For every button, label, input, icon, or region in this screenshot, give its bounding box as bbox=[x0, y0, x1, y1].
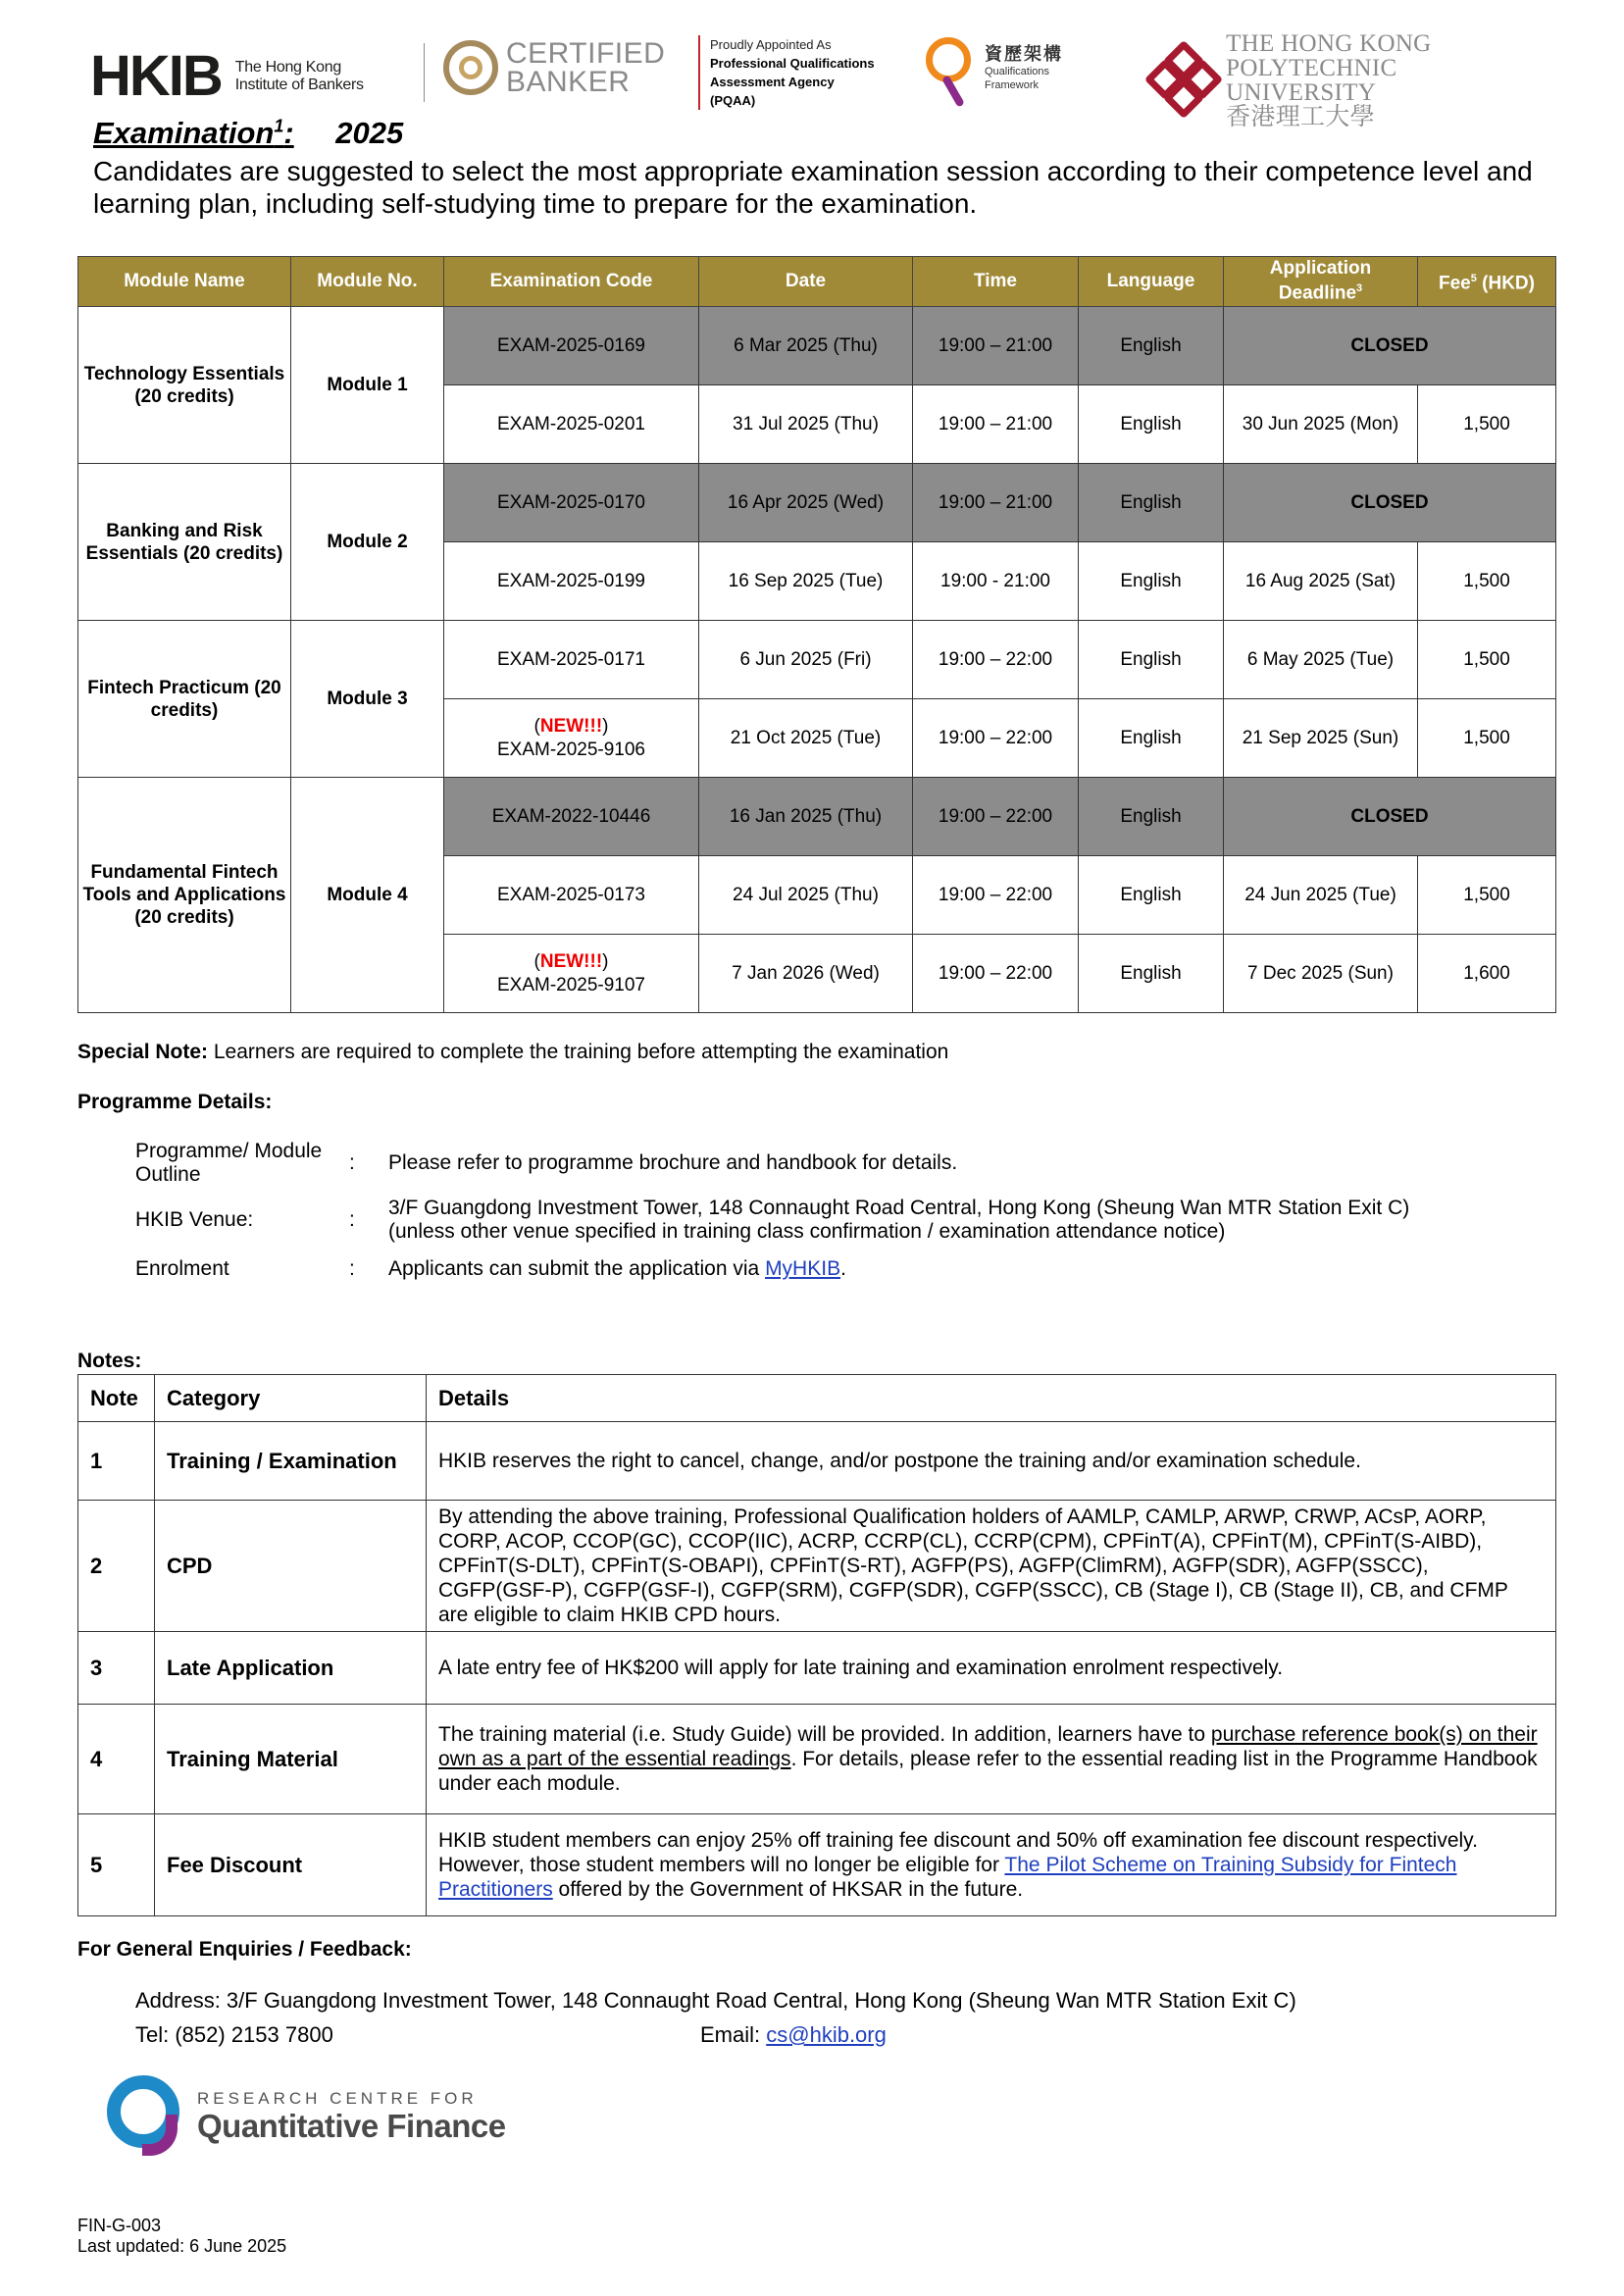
note-category: Late Application bbox=[155, 1632, 427, 1705]
closed-badge: CLOSED bbox=[1224, 464, 1556, 542]
note-details-post: offered by the Government of HKSAR in the future. bbox=[552, 1878, 1024, 1901]
exam-time: 19:00 – 21:00 bbox=[913, 464, 1079, 542]
exam-code: EXAM-2025-0170 bbox=[444, 464, 699, 542]
colon: : bbox=[349, 1208, 355, 1231]
exam-fee: 1,500 bbox=[1418, 699, 1556, 778]
certified-banker-icon bbox=[443, 40, 498, 95]
exam-code-new: (NEW!!!) EXAM-2025-9106 bbox=[444, 699, 699, 778]
page-title bbox=[93, 116, 403, 151]
logo-bar bbox=[90, 29, 1542, 130]
pilot-scheme-link[interactable]: The Pilot Scheme on Training Subsidy for Fintech Practitioners bbox=[438, 1854, 1457, 1901]
qf-zh: 資歷架構 bbox=[985, 44, 1063, 64]
module-name: Banking and Risk Essentials (20 credits) bbox=[78, 464, 291, 621]
module-name: Technology Essentials (20 credits) bbox=[78, 307, 291, 464]
note-no: 5 bbox=[78, 1814, 155, 1916]
hkib-mark: HKIB bbox=[90, 44, 222, 108]
note-details-underlined: purchase reference book(s) on their own as a part of the essential readings bbox=[438, 1723, 1538, 1770]
exam-time: 19:00 – 22:00 bbox=[913, 935, 1079, 1013]
fee-label: Fee bbox=[1439, 273, 1471, 294]
enrolment-text: Applicants can submit the application via bbox=[388, 1257, 766, 1280]
exam-code: EXAM-2025-0201 bbox=[444, 385, 699, 464]
footer bbox=[77, 2216, 286, 2257]
rcqf-logo bbox=[103, 2071, 506, 2162]
exam-language: English bbox=[1079, 621, 1224, 699]
outline-label-2: Outline bbox=[135, 1163, 201, 1186]
special-note-text: Learners are required to complete the training before attempting the examination bbox=[208, 1041, 949, 1063]
module-no: Module 2 bbox=[291, 464, 444, 621]
exam-language: English bbox=[1079, 464, 1224, 542]
exam-time: 19:00 – 22:00 bbox=[913, 778, 1079, 856]
exam-language: English bbox=[1079, 935, 1224, 1013]
exam-language: English bbox=[1079, 385, 1224, 464]
rcqf-line1: RESEARCH CENTRE FOR bbox=[197, 2089, 478, 2108]
col-details: Details bbox=[427, 1375, 1556, 1422]
note-details: HKIB reserves the right to cancel, change, and/or postpone the training and/or examination schedule. bbox=[427, 1422, 1556, 1501]
col-deadline bbox=[1224, 257, 1418, 307]
exam-fee: 1,600 bbox=[1418, 935, 1556, 1013]
note-no: 4 bbox=[78, 1705, 155, 1814]
note-category: Training Material bbox=[155, 1705, 427, 1814]
exam-deadline: 7 Dec 2025 (Sun) bbox=[1224, 935, 1418, 1013]
qf-line2: Framework bbox=[985, 79, 1040, 91]
cb-line2: BANKER bbox=[506, 66, 631, 98]
note-details-pre: HKIB student members can enjoy 25% off training fee discount and 50% off examination fee discount respectively. However, those student members will no longer be eligible for bbox=[438, 1829, 1478, 1876]
hkib-name bbox=[235, 59, 364, 94]
exam-date: 31 Jul 2025 (Thu) bbox=[699, 385, 913, 464]
fee-sup: 5 bbox=[1470, 273, 1477, 285]
exam-schedule-table bbox=[77, 256, 1556, 1013]
exam-deadline: 6 May 2025 (Tue) bbox=[1224, 621, 1418, 699]
rcqf-icon bbox=[103, 2071, 189, 2162]
new-tag: NEW!!! bbox=[539, 715, 603, 737]
exam-time: 19:00 – 21:00 bbox=[913, 385, 1079, 464]
outline-label bbox=[135, 1140, 351, 1187]
outline-value: Please refer to programme brochure and handbook for details. bbox=[388, 1151, 958, 1174]
enquiries-heading: For General Enquiries / Feedback: bbox=[77, 1938, 412, 1961]
note-no: 1 bbox=[78, 1422, 155, 1501]
exam-code: EXAM-2025-0199 bbox=[444, 542, 699, 621]
col-date: Date bbox=[699, 257, 913, 307]
exam-deadline: 24 Jun 2025 (Tue) bbox=[1224, 856, 1418, 935]
exam-language: English bbox=[1079, 542, 1224, 621]
notes-header-row bbox=[78, 1375, 1556, 1422]
special-note bbox=[77, 1041, 948, 1064]
table-row bbox=[78, 778, 1556, 856]
email-label: Email: bbox=[700, 2022, 767, 2047]
enquiries-address: Address: 3/F Guangdong Investment Tower, 148 Connaught Road Central, Hong Kong (Sheung Wan MTR Station Exit C) bbox=[135, 1988, 1296, 2013]
note-no: 2 bbox=[78, 1501, 155, 1632]
exam-date: 7 Jan 2026 (Wed) bbox=[699, 935, 913, 1013]
polyu-line2: POLYTECHNIC UNIVERSITY bbox=[1226, 55, 1397, 106]
footer-code: FIN-G-003 bbox=[77, 2216, 162, 2235]
qf-text bbox=[985, 35, 1063, 92]
footer-updated: Last updated: 6 June 2025 bbox=[77, 2236, 287, 2256]
enrolment-label: Enrolment bbox=[135, 1257, 229, 1280]
exam-code: EXAM-2025-9106 bbox=[496, 739, 646, 760]
note-no: 3 bbox=[78, 1632, 155, 1705]
exam-code: EXAM-2025-0169 bbox=[444, 307, 699, 385]
exam-time: 19:00 – 22:00 bbox=[913, 621, 1079, 699]
exam-date: 16 Jan 2025 (Thu) bbox=[699, 778, 913, 856]
pqaa-line2: Professional Qualifications bbox=[710, 56, 875, 71]
table-row bbox=[78, 621, 1556, 699]
col-module-name: Module Name bbox=[78, 257, 291, 307]
venue-value bbox=[388, 1197, 1565, 1244]
col-category: Category bbox=[155, 1375, 427, 1422]
module-name: Fintech Practicum (20 credits) bbox=[78, 621, 291, 778]
exam-date: 16 Apr 2025 (Wed) bbox=[699, 464, 913, 542]
enquiries-email bbox=[700, 2022, 887, 2048]
exam-time: 19:00 – 22:00 bbox=[913, 699, 1079, 778]
col-module-no: Module No. bbox=[291, 257, 444, 307]
note-category: CPD bbox=[155, 1501, 427, 1632]
note-details-post: . For details, please refer to the essential reading list in the Programme Handbook under each module. bbox=[438, 1748, 1538, 1795]
exam-code: EXAM-2025-0171 bbox=[444, 621, 699, 699]
note-category: Training / Examination bbox=[155, 1422, 427, 1501]
note-details-pre: The training material (i.e. Study Guide) will be provided. In addition, learners have to bbox=[438, 1723, 1211, 1746]
exam-fee: 1,500 bbox=[1418, 621, 1556, 699]
pqaa-line1: Proudly Appointed As bbox=[710, 37, 832, 52]
title-label: Examination bbox=[93, 116, 275, 150]
outline-label-1: Programme/ Module bbox=[135, 1140, 323, 1162]
polyu-logo bbox=[1144, 31, 1542, 129]
rcqf-line2: Quantitative Finance bbox=[197, 2108, 506, 2144]
enquiries-tel: Tel: (852) 2153 7800 bbox=[135, 2022, 333, 2047]
venue-value-2: (unless other venue specified in training class confirmation / examination attendance notice) bbox=[388, 1220, 1226, 1243]
table-header-row bbox=[78, 257, 1556, 307]
pqaa-line3: Assessment Agency bbox=[710, 75, 835, 89]
col-time: Time bbox=[913, 257, 1079, 307]
module-no: Module 3 bbox=[291, 621, 444, 778]
module-name: Fundamental Fintech Tools and Applications (20 credits) bbox=[78, 778, 291, 1013]
exam-deadline: 30 Jun 2025 (Mon) bbox=[1224, 385, 1418, 464]
intro-text: Candidates are suggested to select the most appropriate examination session according to their competence level and learning plan, including self-studying time to prepare for the examination. bbox=[93, 156, 1533, 219]
colon: : bbox=[349, 1257, 355, 1280]
email-link[interactable]: cs@hkib.org bbox=[766, 2022, 887, 2047]
venue-label: HKIB Venue: bbox=[135, 1208, 254, 1231]
polyu-line3: 香港理工大學 bbox=[1226, 104, 1375, 130]
exam-code-new: (NEW!!!) EXAM-2025-9107 bbox=[444, 935, 699, 1013]
col-language: Language bbox=[1079, 257, 1224, 307]
colon: : bbox=[349, 1151, 355, 1174]
polyu-text bbox=[1226, 31, 1542, 129]
module-no: Module 1 bbox=[291, 307, 444, 464]
exam-date: 24 Jul 2025 (Thu) bbox=[699, 856, 913, 935]
note-details bbox=[427, 1814, 1556, 1916]
exam-date: 21 Oct 2025 (Tue) bbox=[699, 699, 913, 778]
exam-language: English bbox=[1079, 778, 1224, 856]
certified-banker-logo bbox=[443, 39, 665, 96]
notes-table bbox=[77, 1374, 1556, 1916]
note-details bbox=[427, 1705, 1556, 1814]
hkib-name-line1: The Hong Kong bbox=[234, 59, 341, 76]
enrolment-end: . bbox=[840, 1257, 846, 1280]
exam-code: EXAM-2025-0173 bbox=[444, 856, 699, 935]
logo-divider bbox=[424, 43, 425, 102]
exam-time: 19:00 – 21:00 bbox=[913, 307, 1079, 385]
qf-logo bbox=[924, 35, 1063, 110]
exam-fee: 1,500 bbox=[1418, 856, 1556, 935]
module-no: Module 4 bbox=[291, 778, 444, 1013]
exam-code: EXAM-2025-9107 bbox=[496, 974, 646, 995]
exam-date: 6 Mar 2025 (Thu) bbox=[699, 307, 913, 385]
programme-heading: Programme Details: bbox=[77, 1091, 273, 1113]
new-tag: NEW!!! bbox=[539, 950, 603, 972]
notes-heading: Notes: bbox=[77, 1350, 142, 1372]
certified-banker-text bbox=[506, 39, 665, 96]
exam-date: 16 Sep 2025 (Tue) bbox=[699, 542, 913, 621]
exam-date: 6 Jun 2025 (Fri) bbox=[699, 621, 913, 699]
exam-time: 19:00 - 21:00 bbox=[913, 542, 1079, 621]
title-year: 2025 bbox=[335, 116, 404, 150]
exam-deadline: 16 Aug 2025 (Sat) bbox=[1224, 542, 1418, 621]
note-details: A late entry fee of HK$200 will apply for late training and examination enrolment respectively. bbox=[427, 1632, 1556, 1705]
exam-language: English bbox=[1079, 856, 1224, 935]
deadline-label: Application Deadline bbox=[1269, 258, 1372, 304]
table-row bbox=[78, 1814, 1556, 1916]
table-row bbox=[78, 1705, 1556, 1814]
title-sup: 1 bbox=[274, 116, 284, 136]
enrolment-value bbox=[388, 1257, 1565, 1281]
hkib-logo bbox=[90, 37, 364, 116]
closed-badge: CLOSED bbox=[1224, 307, 1556, 385]
venue-value-1: 3/F Guangdong Investment Tower, 148 Connaught Road Central, Hong Kong (Sheung Wan MTR Station Exit C) bbox=[388, 1197, 1410, 1219]
deadline-sup: 3 bbox=[1356, 282, 1363, 295]
table-row bbox=[78, 1632, 1556, 1705]
qf-icon bbox=[924, 35, 979, 110]
exam-fee: 1,500 bbox=[1418, 385, 1556, 464]
special-note-label: Special Note: bbox=[77, 1041, 209, 1063]
col-fee bbox=[1418, 257, 1556, 307]
polyu-icon bbox=[1144, 41, 1220, 120]
col-note: Note bbox=[78, 1375, 155, 1422]
table-row bbox=[78, 1501, 1556, 1632]
table-row bbox=[78, 464, 1556, 542]
qf-line1: Qualifications bbox=[985, 66, 1050, 77]
polyu-line1: THE HONG KONG bbox=[1226, 30, 1432, 57]
exam-time: 19:00 – 22:00 bbox=[913, 856, 1079, 935]
rcqf-text bbox=[197, 2089, 506, 2144]
exam-language: English bbox=[1079, 307, 1224, 385]
closed-badge: CLOSED bbox=[1224, 778, 1556, 856]
pqaa-badge bbox=[698, 35, 875, 110]
table-row bbox=[78, 307, 1556, 385]
exam-code: EXAM-2022-10446 bbox=[444, 778, 699, 856]
note-category: Fee Discount bbox=[155, 1814, 427, 1916]
exam-language: English bbox=[1079, 699, 1224, 778]
hkib-name-line2: Institute of Bankers bbox=[234, 77, 364, 93]
exam-deadline: 21 Sep 2025 (Sun) bbox=[1224, 699, 1418, 778]
title-colon: : bbox=[283, 116, 294, 150]
table-row bbox=[78, 1422, 1556, 1501]
exam-fee: 1,500 bbox=[1418, 542, 1556, 621]
fee-unit: (HKD) bbox=[1476, 273, 1535, 294]
note-details: By attending the above training, Professional Qualification holders of AAMLP, CAMLP, ARWP, CRWP, ACsP, AORP, CORP, ACOP, CCOP(GC), CCOP(IIC), ACRP, CCRP(CL), CCRP(CPM), CPFinT(A), CPFinT(M), CPFinT(S-AIBD), CPFinT(S-DLT), CPFinT(S-OBAPI), CPFinT(S-RT), AGFP(PS), AGFP(ClimRM), AGFP(SDR), AGFP(SSCC), CGFP(GSF-P), CGFP(GSF-I), CGFP(SRM), CGFP(SDR), CGFP(SSCC), CB (Stage I), CB (Stage II), CB, and CFMP are eligible to claim HKIB CPD hours. bbox=[427, 1501, 1556, 1632]
myhkib-link[interactable]: MyHKIB bbox=[765, 1257, 841, 1280]
pqaa-line4: (PQAA) bbox=[710, 93, 756, 108]
cb-line1: CERTIFIED bbox=[506, 37, 666, 70]
col-exam-code: Examination Code bbox=[444, 257, 699, 307]
